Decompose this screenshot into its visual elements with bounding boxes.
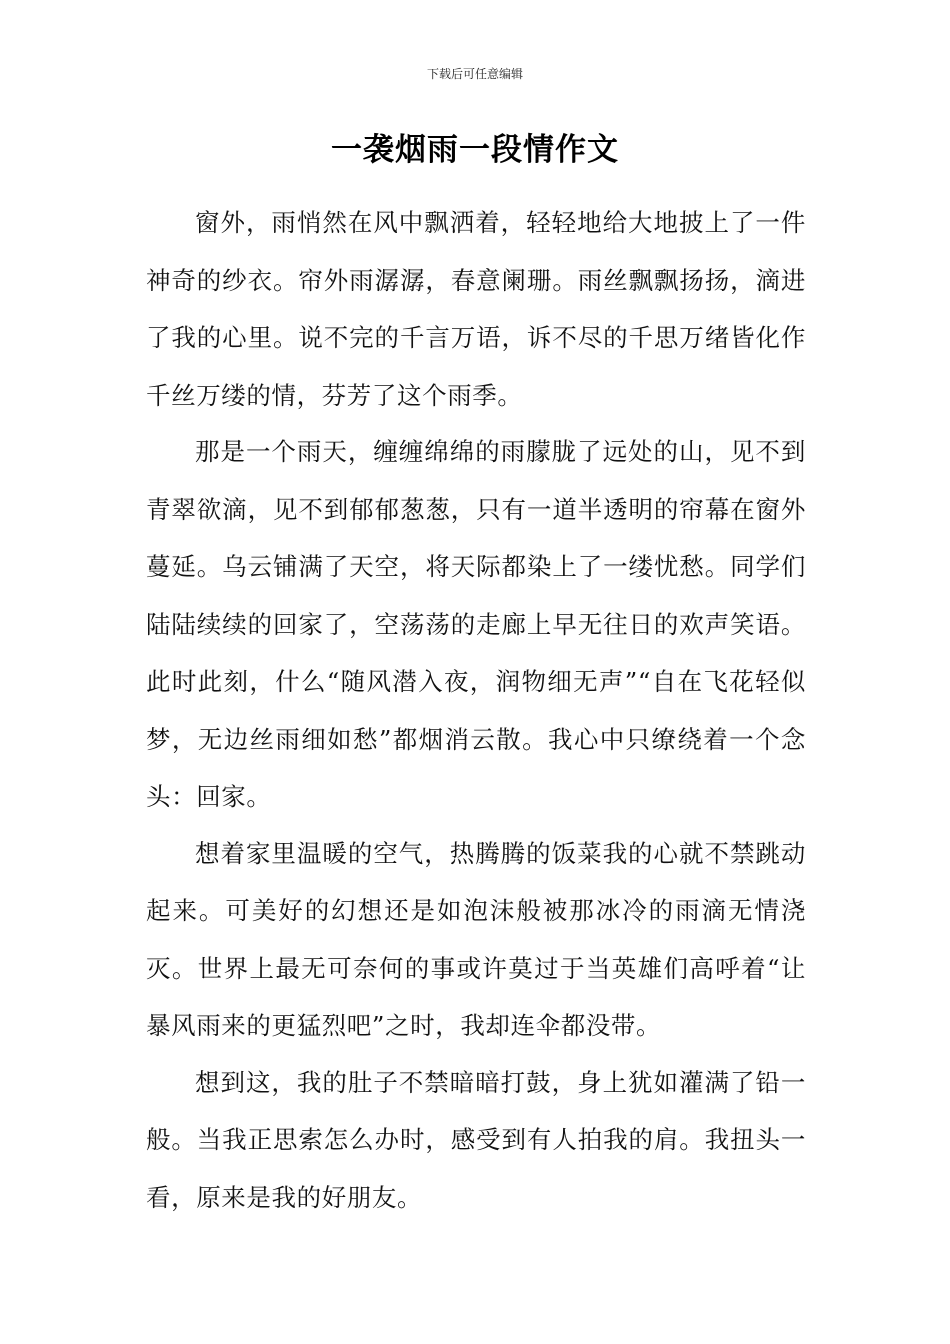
- paragraph: 窗外，雨悄然在风中飘洒着，轻轻地给大地披上了一件神奇的纱衣。帘外雨潺潺，春意阑珊。雨丝飘飘扬扬，滴进了我的心里。说不完的千言万语，诉不尽的千思万绪皆化作千丝万缕的情，芬芳了这个雨季。: [146, 208, 806, 410]
- paragraph: 想着家里温暖的空气，热腾腾的饭菜我的心就不禁跳动起来。可美好的幻想还是如泡沫般被那冰冷的雨滴无情浇灭。世界上最无可奈何的事或许莫过于当英雄们高呼着“让暴风雨来的更猛烈吧”之时，我却连伞都没带。: [146, 838, 806, 1040]
- essay-body: [146, 194, 806, 1225]
- header-note: 下载后可任意编辑: [426, 67, 523, 81]
- paragraph: 想到这，我的肚子不禁暗暗打鼓，身上犹如灌满了铅一般。当我正思索怎么办时，感受到有人拍我的肩。我扭头一看，原来是我的好朋友。: [146, 1067, 806, 1212]
- paragraph: 那是一个雨天，缠缠绵绵的雨朦胧了远处的山，见不到青翠欲滴，见不到郁郁葱葱，只有一道半透明的帘幕在窗外蔓延。乌云铺满了天空，将天际都染上了一缕忧愁。同学们陆陆续续的回家了，空荡荡的走廊上早无往日的欢声笑语。此时此刻，什么“随风潜入夜，润物细无声”“自在飞花轻似梦，无边丝雨细如愁”都烟消云散。我心中只缭绕着一个念头：回家。: [146, 437, 806, 811]
- document-title: 一袭烟雨一段情作文: [331, 132, 619, 168]
